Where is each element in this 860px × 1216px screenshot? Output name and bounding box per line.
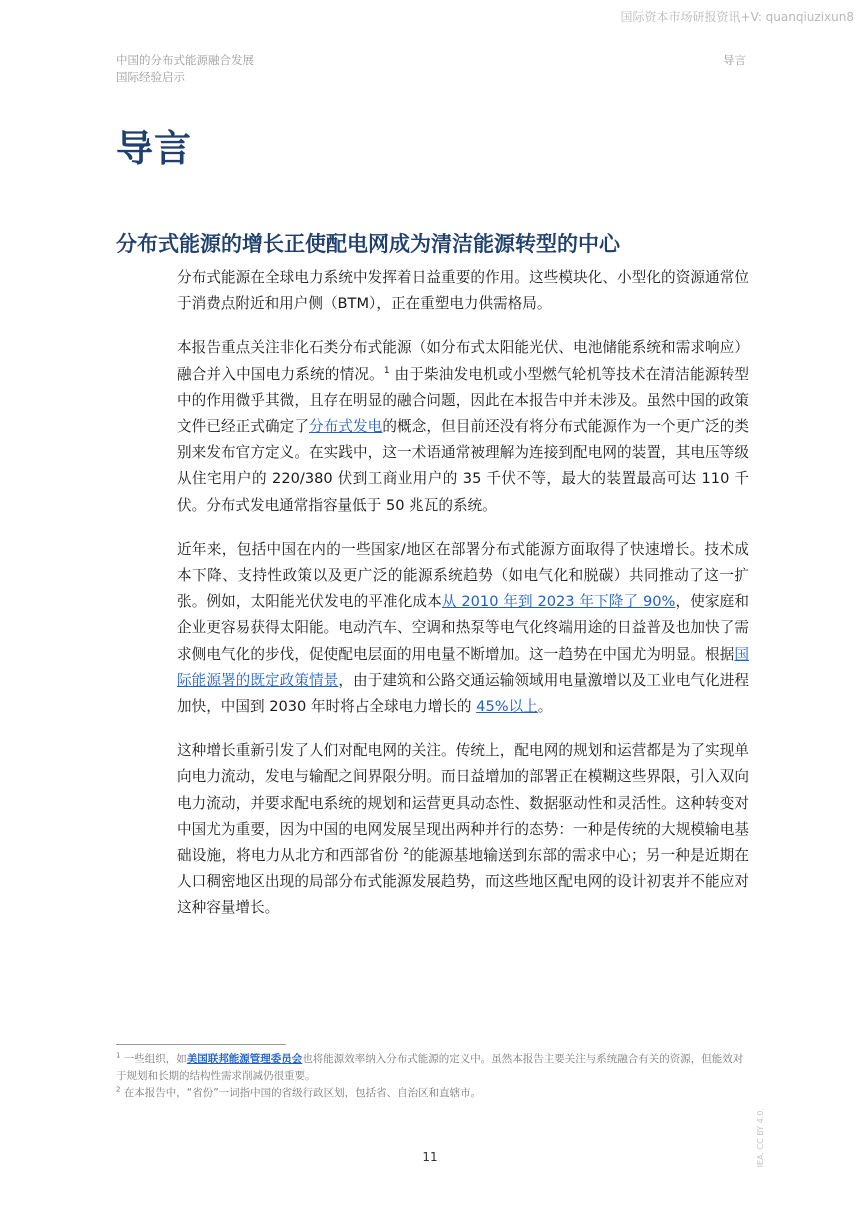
global-growth-share-link[interactable]: 45%以上 [476,698,538,716]
footnote-ref[interactable]: 2 [403,847,410,858]
footnote-number: 1 [116,1051,121,1060]
paragraph-text: 的概念，但目前还没有将分布式能源作为一个更广泛的类别来发布官方定义。在实践中，这一术语通常被理解为连接到配电网的装置，其电压等级从住宅用户的 220/380 伏到工商业用户的 35 千伏不等，最大的装置最高可达 110 千伏。分布式发电通常指容量低于 50 兆瓦的系统。 [177,418,749,514]
body-text [177,265,749,940]
paragraph [177,738,749,921]
paragraph-text: 。 [537,698,553,716]
paragraph-text: ，使家庭和企业更容易获得太阳能。电动汽车、空调和热泵等电气化终端用途的日益普及也加快了需求侧电气化的步伐，促使配电层面的用电量不断增加。这一趋势在中国尤为明显。根据 [177,593,749,663]
section-heading: 分布式能源的增长正使配电网成为清洁能源转型的中心 [116,232,620,256]
footnote-number: 2 [116,1085,121,1094]
ferc-link[interactable]: 美国联邦能源管理委员会 [186,1053,303,1065]
footnote-ref[interactable]: 1 [383,365,390,376]
paragraph-text: 的能源基地输送到东部的需求中心；另一种是近期在人口稠密地区出现的局部分布式能源发展趋势，而这些地区配电网的设计初衷并不能应对这种容量增长。 [177,847,749,917]
page-header [116,52,746,86]
paragraph-text: ，由于建筑和公路交通运输领域用电量激增以及工业电气化进程加快，中国到 2030 年时将占全球电力增长的 [177,671,749,716]
footnote-text: 一些组织，如 [120,1053,187,1065]
paragraph-text: 本报告重点关注非化石类分布式能源（如分布式太阳能光伏、电池储能系统和需求响应）融合并入中国电力系统的情况。 [177,339,749,383]
paragraph [177,335,749,518]
paragraph-text: 近年来，包括中国在内的一些国家/地区在部署分布式能源方面取得了快速增长。技术成本下降、支持性政策以及更广泛的能源系统趋势（如电气化和脱碳）共同推动了这一扩张。例如，太阳能光伏发电的平准化成本 [177,540,749,611]
report-subtitle: 国际经验启示 [116,70,185,84]
paragraph-text: 这种增长重新引发了人们对配电网的关注。传统上，配电网的规划和运营都是为了实现单向电力流动，发电与输配之间界限分明。而日益增加的部署正在模糊这些界限，引入双向电力流动，并要求配电系统的规划和运营更具动态性、数据驱动性和灵活性。这种转变对中国尤为重要，因为中国的电网发展呈现出两种并行的态势：一种是传统的大规模输电基础设施，将电力从北方和西部省份 [177,742,749,865]
iea-steps-link[interactable]: 国际能源署的既定政策情景 [177,645,749,689]
footnote-text: 在本报告中，“省份”一词指中国的省级行政区划，包括省、自治区和直辖市。 [120,1087,482,1099]
report-title: 中国的分布式能源融合发展 [116,53,254,67]
paragraph [177,537,749,720]
page-number: 11 [422,1150,438,1164]
solar-cost-decline-link[interactable]: 从 2010 年到 2023 年下降了 90% [441,593,676,611]
page-title: 导言 [116,127,192,170]
distributed-generation-link[interactable]: 分布式发电 [309,418,383,436]
section-label: 导言 [723,53,746,67]
footnote-2 [116,1085,748,1102]
footnote-1 [116,1051,748,1085]
paragraph-text: 由于柴油发电机或小型燃气轮机等技术在清洁能源转型中的作用微乎其微，且存在明显的融合问题，因此在本报告中并未涉及。虽然中国的政策文件已经正式确定了 [177,365,749,436]
paragraph-text: 分布式能源在全球电力系统中发挥着日益重要的作用。这些模块化、小型化的资源通常位于消费点附近和用户侧（BTM），正在重塑电力供需格局。 [177,269,749,313]
watermark: 国际资本市场研报资讯+V: quanqiuzixun8 [620,10,854,24]
footnote-divider [116,1044,286,1045]
license-notice: IEA. CC BY 4.0. [756,1108,765,1168]
footnotes [116,1051,748,1102]
paragraph [177,265,749,317]
footnote-text: 也将能源效率纳入分布式能源的定义中。虽然本报告主要关注与系统融合有关的资源，但能效对于规划和长期的结构性需求削减仍很重要。 [116,1053,744,1082]
